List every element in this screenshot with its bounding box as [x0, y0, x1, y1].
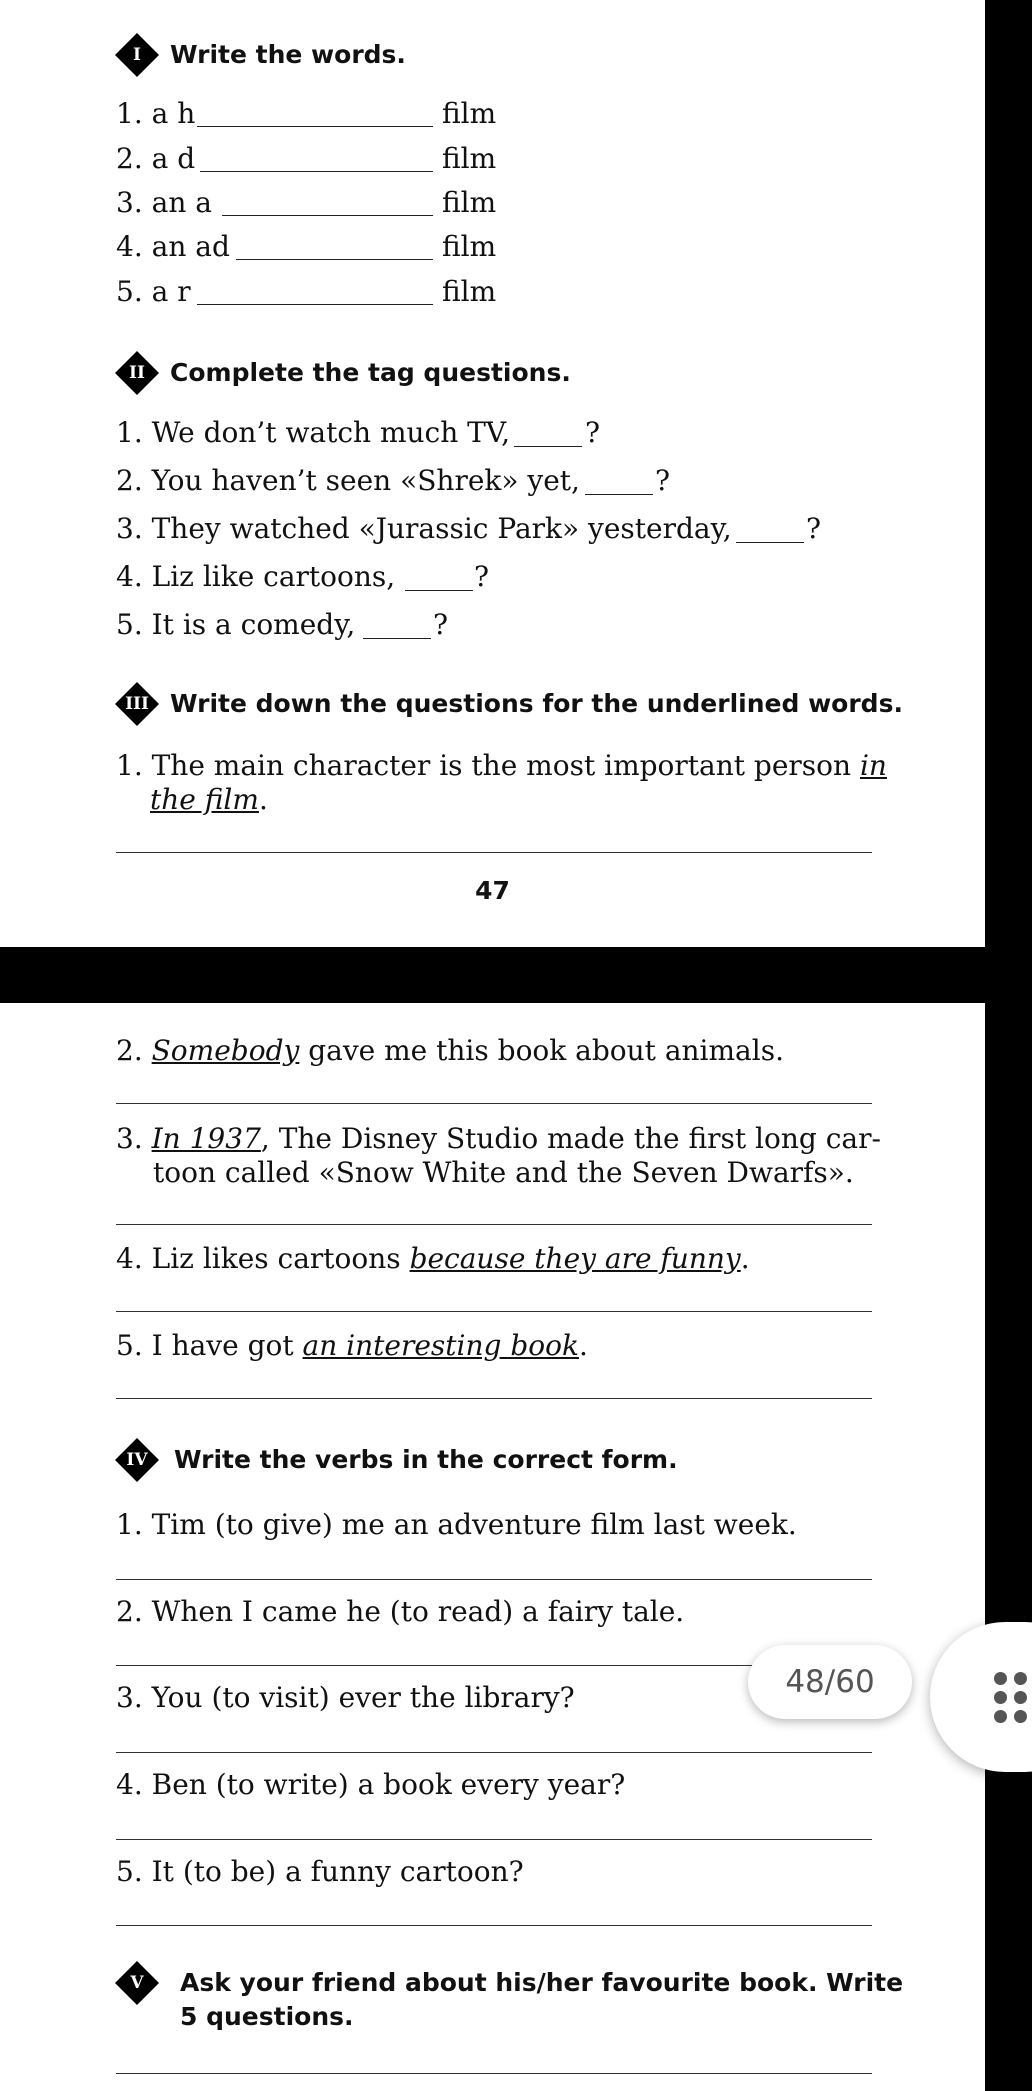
- question-mark: ?: [585, 416, 601, 449]
- answer-blank[interactable]: [236, 259, 433, 260]
- diamond-badge-icon: I: [112, 30, 162, 80]
- item-number: 3.: [116, 186, 143, 219]
- page-47: [0, 0, 985, 947]
- diamond-badge-icon: V: [112, 1958, 162, 2008]
- item-text: 4. Liz likes cartoons: [116, 1242, 410, 1275]
- section-title: Ask your friend about his/her favourite book. Write: [180, 1968, 904, 1997]
- list-item: [116, 1121, 881, 1157]
- answer-line[interactable]: [116, 1752, 872, 1753]
- underlined-words: in: [859, 749, 887, 782]
- item-prefix: an a: [151, 186, 212, 219]
- answer-line[interactable]: [116, 1579, 872, 1580]
- item-suffix: film: [442, 275, 497, 308]
- answer-blank[interactable]: [736, 542, 804, 543]
- item-suffix: film: [442, 142, 497, 175]
- list-item: 2. You haven’t seen «Shrek» yet,: [116, 464, 580, 497]
- item-number: 2.: [116, 1034, 152, 1067]
- question-mark: ?: [433, 608, 449, 641]
- list-item: 3. They watched «Jurassic Park» yesterday,: [116, 512, 732, 545]
- answer-line[interactable]: [116, 1398, 872, 1399]
- underlined-words: because they are funny: [409, 1242, 741, 1275]
- item-number: 2.: [116, 142, 143, 175]
- item-end: .: [578, 1329, 588, 1362]
- section-title: Write the verbs in the correct form.: [174, 1445, 678, 1474]
- list-item: 5. It (to be) a funny cartoon?: [116, 1855, 524, 1888]
- item-prefix: a r: [151, 275, 191, 308]
- answer-blank[interactable]: [363, 638, 431, 639]
- answer-blank[interactable]: [197, 126, 433, 127]
- answer-line[interactable]: [116, 1103, 872, 1104]
- answer-blank[interactable]: [222, 215, 433, 216]
- diamond-badge-icon: II: [112, 348, 162, 398]
- list-item: [116, 1241, 750, 1277]
- question-mark: ?: [655, 464, 671, 497]
- section-title: Write down the questions for the underlined words.: [170, 689, 903, 718]
- list-item: [116, 141, 195, 177]
- item-prefix: an ad: [151, 230, 230, 263]
- answer-line[interactable]: [116, 852, 872, 853]
- list-item: 5. It is a comedy,: [116, 608, 356, 641]
- item-suffix: film: [442, 97, 497, 130]
- item-number: 5.: [116, 275, 143, 308]
- item-text: 5. I have got: [116, 1329, 303, 1362]
- answer-line[interactable]: [116, 1925, 872, 1926]
- answer-line[interactable]: [116, 1311, 872, 1312]
- underlined-words: an interesting book: [302, 1329, 579, 1362]
- underlined-words: the film: [150, 783, 259, 816]
- list-item: [116, 96, 195, 132]
- answer-blank[interactable]: [200, 171, 433, 172]
- list-item: 3. You (to visit) ever the library?: [116, 1681, 575, 1714]
- answer-blank[interactable]: [585, 494, 653, 495]
- item-text: gave me this book about animals.: [299, 1034, 784, 1067]
- list-item: [116, 1033, 784, 1069]
- item-suffix: film: [442, 186, 497, 219]
- list-item: [116, 748, 887, 784]
- page-48: [0, 1003, 985, 2091]
- item-prefix: a h: [151, 97, 196, 130]
- item-number: 4.: [116, 230, 143, 263]
- answer-blank[interactable]: [197, 304, 433, 305]
- answer-line[interactable]: [116, 1224, 872, 1225]
- section-title: Write the words.: [170, 40, 406, 69]
- question-mark: ?: [474, 560, 490, 593]
- list-item-continued: [150, 782, 268, 818]
- underlined-words: In 1937: [151, 1122, 261, 1155]
- answer-line[interactable]: [116, 2073, 872, 2074]
- item-end: .: [258, 783, 268, 816]
- item-text: , The Disney Studio made the first long car-: [260, 1122, 881, 1155]
- diamond-badge-icon: III: [112, 679, 162, 729]
- item-number: 1.: [116, 97, 143, 130]
- list-item: 1. We don’t watch much TV,: [116, 416, 511, 449]
- underlined-words: Somebody: [151, 1034, 300, 1067]
- item-end: .: [740, 1242, 750, 1275]
- question-mark: ?: [806, 512, 822, 545]
- item-suffix: film: [442, 230, 497, 263]
- list-item: [116, 1328, 588, 1364]
- diamond-badge-icon: IV: [112, 1435, 162, 1485]
- list-item: [116, 229, 230, 265]
- answer-blank[interactable]: [514, 446, 582, 447]
- list-item: 4. Liz like cartoons,: [116, 560, 396, 593]
- list-item: [116, 185, 212, 221]
- section-title: Complete the tag questions.: [170, 358, 571, 387]
- list-item: 2. When I came he (to read) a fairy tale.: [116, 1595, 685, 1628]
- list-item: 1. Tim (to give) me an adventure film last week.: [116, 1508, 797, 1541]
- page-counter-badge: 48/60: [748, 1645, 912, 1719]
- list-item-continued: toon called «Snow White and the Seven Dwarfs».: [153, 1156, 854, 1189]
- page-number: 47: [475, 876, 510, 905]
- list-item: 4. Ben (to write) a book every year?: [116, 1768, 626, 1801]
- answer-line[interactable]: [116, 1839, 872, 1840]
- item-text: 1. The main character is the most important person: [116, 749, 860, 782]
- section-title-continued: 5 questions.: [180, 2002, 354, 2031]
- item-prefix: a d: [151, 142, 196, 175]
- list-item: [116, 274, 191, 310]
- answer-blank[interactable]: [405, 590, 473, 591]
- item-number: 3.: [116, 1122, 152, 1155]
